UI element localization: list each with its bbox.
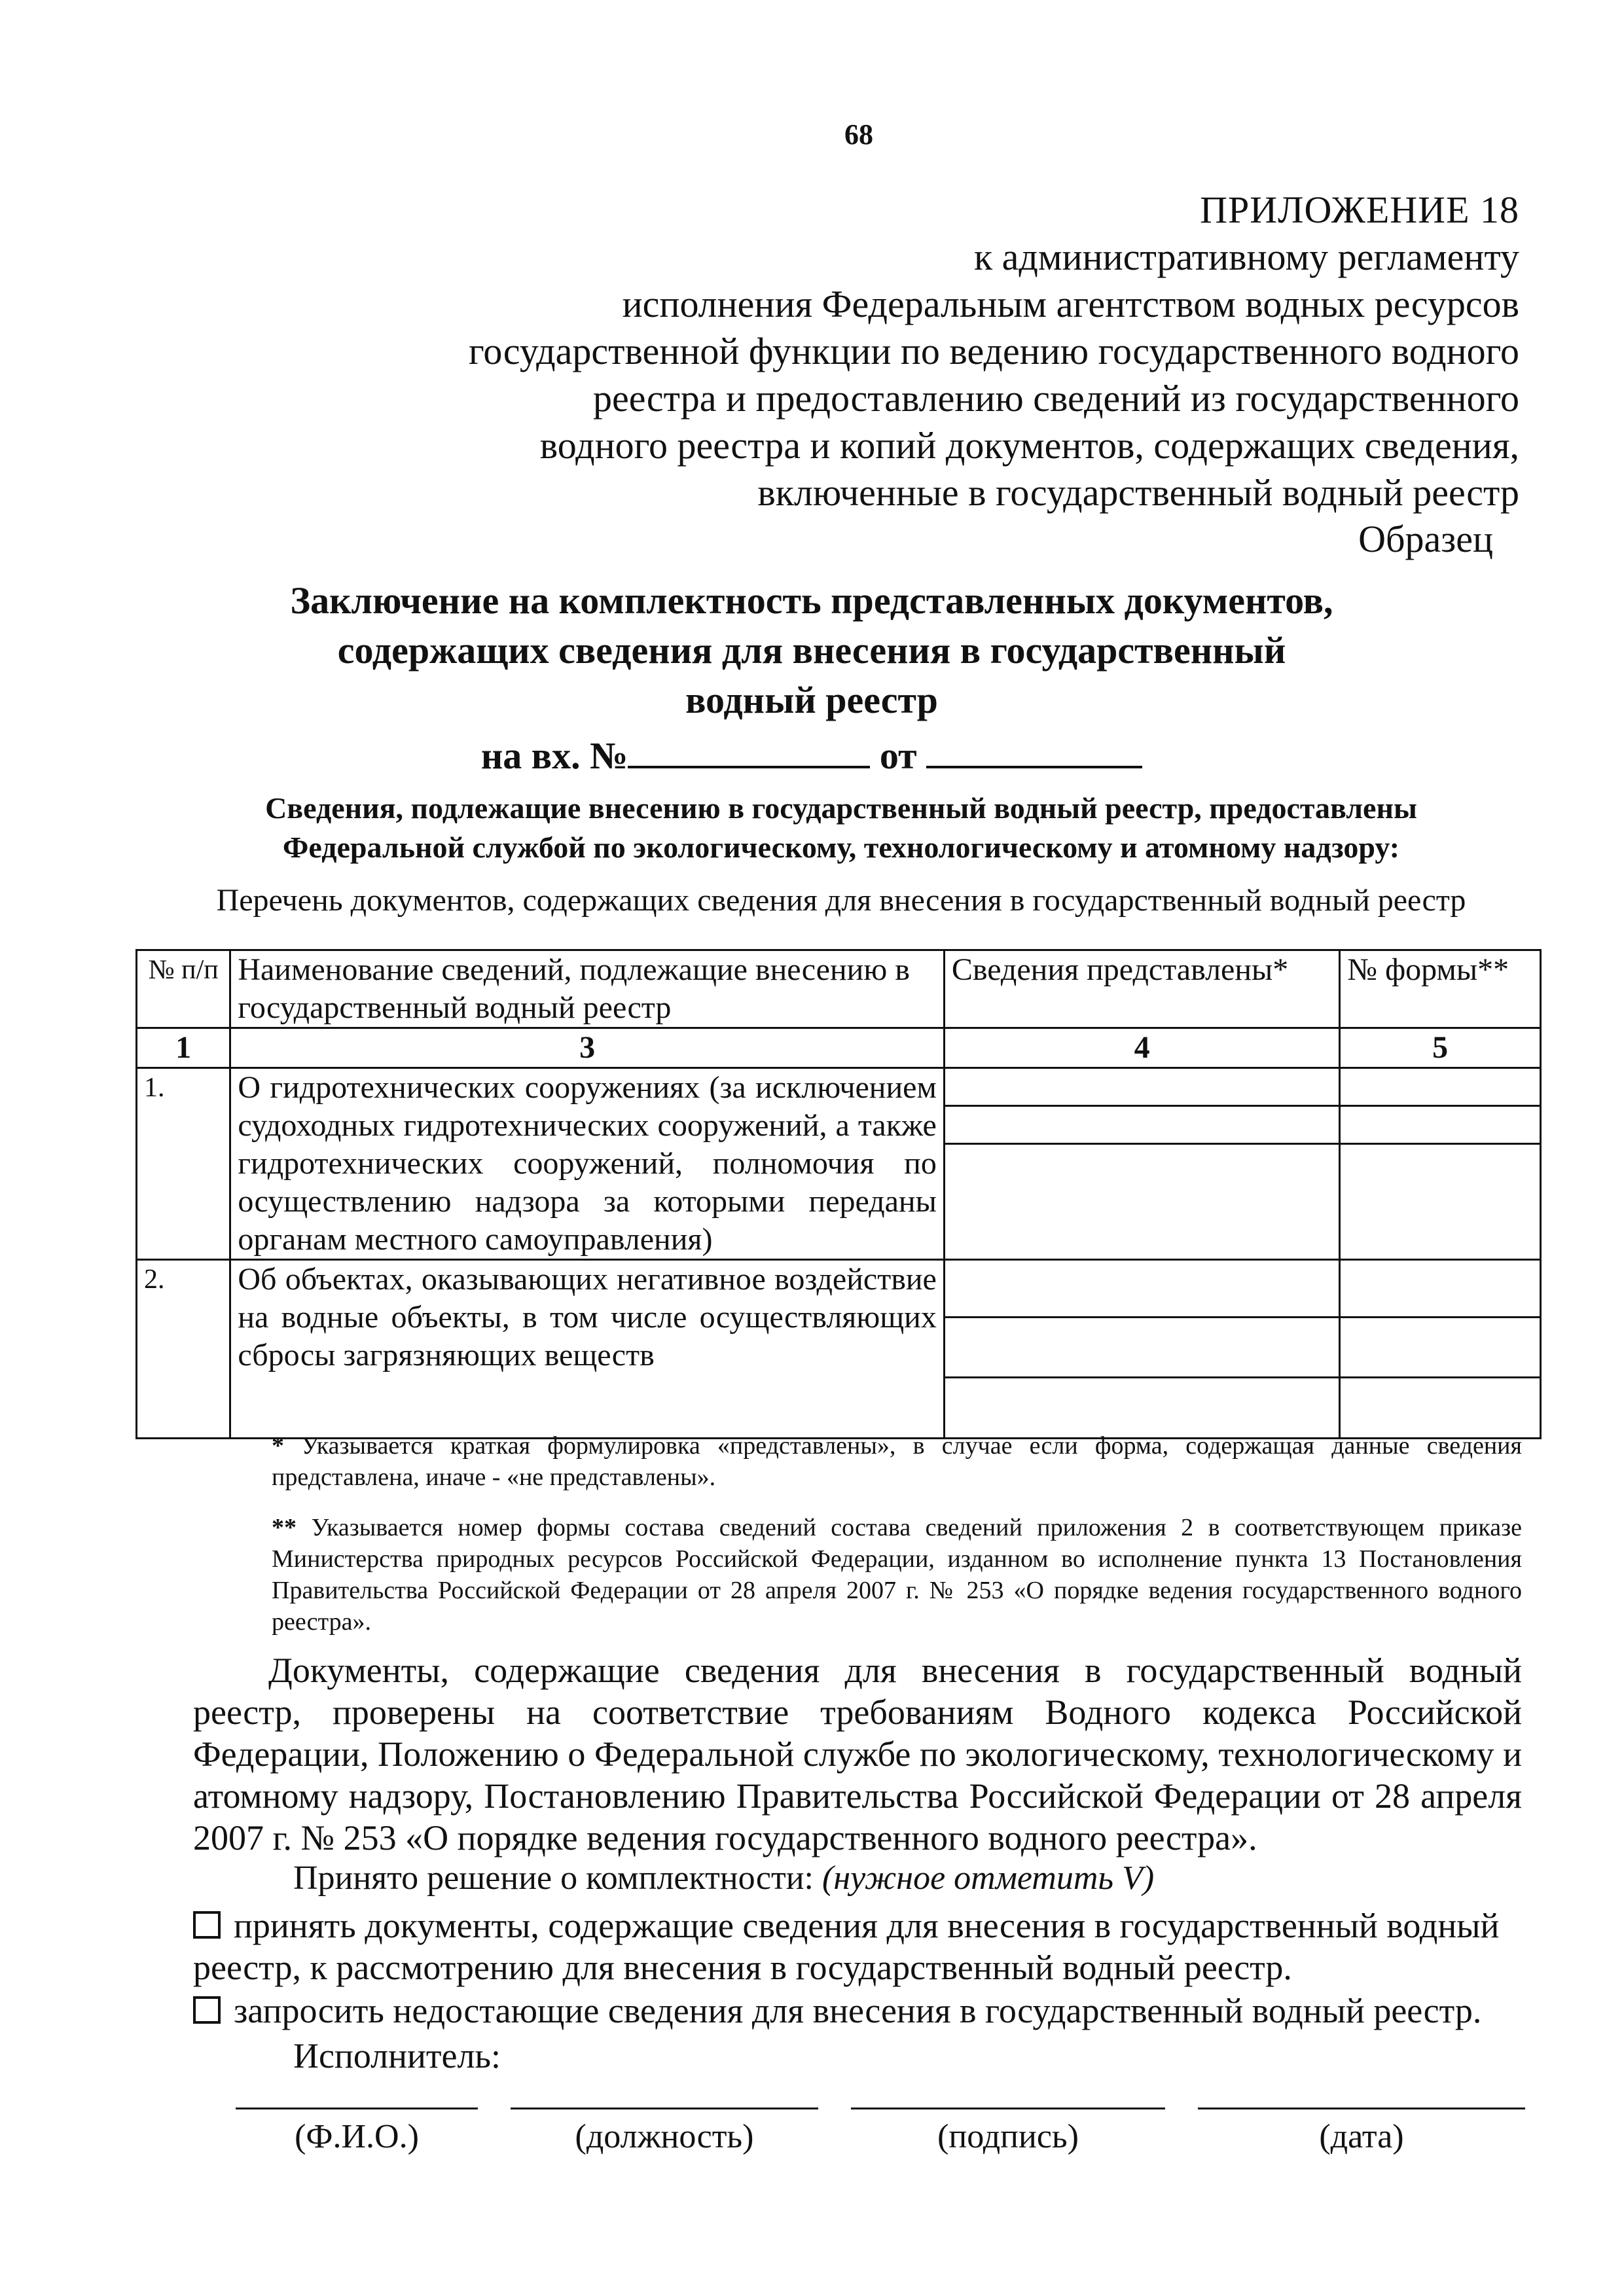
fio-line[interactable] (236, 2108, 478, 2109)
table-header-row (137, 950, 1541, 1028)
form-cell[interactable] (1340, 1068, 1541, 1260)
provided-subcell[interactable] (945, 1378, 1339, 1436)
provided-subcell[interactable] (945, 1069, 1339, 1107)
incoming-date-blank[interactable] (926, 733, 1142, 768)
appendix-line: включенные в государственный водный реестр (757, 471, 1519, 514)
provided-cell[interactable] (944, 1260, 1339, 1439)
accept-checkbox[interactable] (193, 1911, 221, 1939)
executor-label: Исполнитель: (293, 2036, 501, 2075)
request-checkbox[interactable] (193, 1996, 221, 2024)
row-name: О гидротехнических сооружениях (за исключением судоходных гидротехнических сооружений, а также гидротехнических сооружений, полномочия по осуществлению надзора за которыми переданы органам местного самоуправления) (230, 1068, 945, 1260)
option-request-text: запросить недостающие сведения для внесения в государственный водный реестр. (234, 1991, 1482, 2030)
incoming-number-label: на вх. № (480, 734, 628, 777)
footnote-form-number (272, 1512, 1522, 1638)
appendix-line: водного реестра и копий документов, содержащих сведения, (539, 424, 1519, 467)
incoming-number-line (183, 733, 1440, 778)
table-row (137, 1260, 1541, 1439)
header-name: Наименование сведений, подлежащие внесению в государственный водный реестр (230, 950, 945, 1028)
list-caption: Перечень документов, содержащих сведения для внесения в государственный водный реестр (216, 883, 1466, 918)
appendix-header (276, 187, 1519, 516)
footnote-provided (272, 1430, 1522, 1493)
decision-hint: (нужное отметить V) (822, 1859, 1155, 1897)
decision-label: Принято решение о комплектности: (293, 1859, 814, 1897)
page-number: 68 (844, 118, 873, 151)
section-header (164, 789, 1519, 867)
header-num: № п/п (137, 950, 230, 1028)
row-number: 2. (137, 1260, 230, 1439)
provided-subcell[interactable] (945, 1261, 1339, 1318)
decision-line (293, 1859, 1154, 1897)
footnote-text: Указывается номер формы состава сведений состава сведений приложения 2 в соответствующем приказе Министерства природных ресурсов Российской Федерации, изданном во исполнение пункта 13 Постановления Правительства Российской Федерации от 28 апреля 2007 г. № 253 «О порядке ведения государственного водного реестра». (272, 1514, 1522, 1636)
document-title (183, 576, 1440, 725)
option-accept[interactable] (193, 1905, 1522, 1988)
position-line[interactable] (511, 2108, 818, 2109)
title-line: Заключение на комплектность представленных документов, (290, 579, 1333, 622)
form-cell[interactable] (1340, 1260, 1541, 1439)
form-subcell[interactable] (1341, 1107, 1540, 1145)
documents-table (135, 949, 1542, 1439)
index-cell: 4 (944, 1028, 1339, 1068)
fio-label: (Ф.И.О.) (295, 2118, 419, 2155)
footnote-mark: ** (272, 1514, 297, 1541)
signature-line[interactable] (851, 2108, 1165, 2109)
title-line: содержащих сведения для внесения в государственный (337, 629, 1286, 672)
signature-label: (подпись) (937, 2118, 1079, 2155)
index-cell: 5 (1340, 1028, 1541, 1068)
provided-subcell[interactable] (945, 1107, 1339, 1145)
title-line: водный реестр (685, 679, 938, 721)
form-subcell[interactable] (1341, 1261, 1540, 1318)
appendix-line: к административному регламенту (973, 236, 1519, 278)
form-subcell[interactable] (1341, 1318, 1540, 1378)
appendix-line: реестра и предоставлению сведений из государственного (593, 377, 1519, 420)
section-header-line: Федеральной службой по экологическому, технологическому и атомному надзору: (282, 831, 1400, 864)
index-cell: 1 (137, 1028, 230, 1068)
index-cell: 3 (230, 1028, 945, 1068)
form-subcell[interactable] (1341, 1378, 1540, 1436)
provided-subcell[interactable] (945, 1145, 1339, 1257)
header-provided: Сведения представлены* (944, 950, 1339, 1028)
row-number: 1. (137, 1068, 230, 1260)
verification-paragraph: Документы, содержащие сведения для внесения в государственный водный реестр, проверены на соответствие требованиям Водного кодекса Российской Федерации, Положению о Федеральной службе по экологическому, технологическому и атомному надзору, Постановлению Правительства Российской Федерации от 28 апреля 2007 г. № 253 «О порядке ведения государственного водного реестра». (193, 1651, 1522, 1857)
appendix-line: государственной функции по ведению государственного водного (469, 330, 1519, 372)
date-from-label: от (879, 734, 917, 777)
provided-subcell[interactable] (945, 1318, 1339, 1378)
table-row (137, 1068, 1541, 1260)
sample-label: Образец (1358, 518, 1493, 560)
incoming-number-blank[interactable] (628, 733, 870, 768)
option-accept-text: принять документы, содержащие сведения для внесения в государственный водный реестр, к рассмотрению для внесения в государственный водный реестр. (193, 1906, 1500, 1987)
option-request[interactable] (193, 1990, 1522, 2032)
appendix-line: исполнения Федеральным агентством водных ресурсов (622, 283, 1519, 325)
form-subcell[interactable] (1341, 1069, 1540, 1107)
footnote-text: Указывается краткая формулировка «представлены», в случае если форма, содержащая данные сведения представлена, иначе - «не представлены». (272, 1432, 1522, 1491)
table-index-row (137, 1028, 1541, 1068)
date-label: (дата) (1319, 2118, 1404, 2155)
date-line[interactable] (1198, 2108, 1525, 2109)
footnote-mark: * (272, 1432, 284, 1460)
appendix-title: ПРИЛОЖЕНИЕ 18 (1200, 188, 1519, 231)
position-label: (должность) (575, 2118, 754, 2155)
section-header-line: Сведения, подлежащие внесению в государственный водный реестр, предоставлены (265, 791, 1417, 825)
row-name: Об объектах, оказывающих негативное воздействие на водные объекты, в том числе осуществляющих сбросы загрязняющих веществ (230, 1260, 945, 1439)
header-form: № формы** (1340, 950, 1541, 1028)
form-subcell[interactable] (1341, 1145, 1540, 1257)
provided-cell[interactable] (944, 1068, 1339, 1260)
